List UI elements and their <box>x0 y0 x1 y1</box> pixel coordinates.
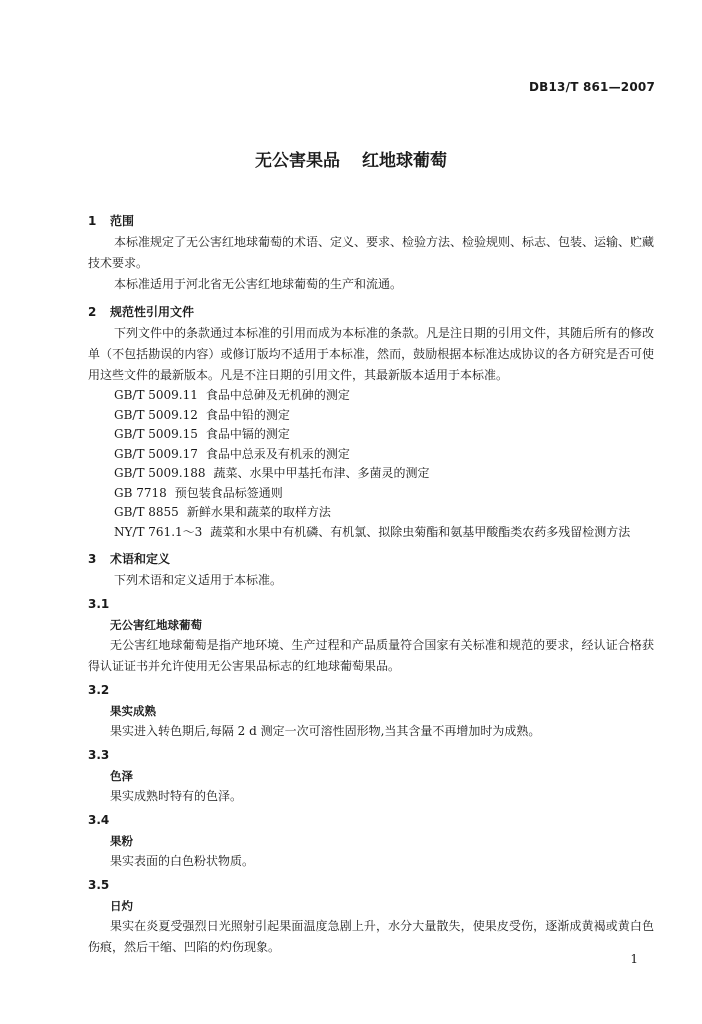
section-heading-terms-definitions <box>88 548 654 570</box>
term-definition: 果实进入转色期后,每隔 2 d 测定一次可溶性固形物,当其含量不再增加时为成熟。 <box>110 724 541 738</box>
paragraph: 本标准适用于河北省无公害红地球葡萄的生产和流通。 <box>114 277 403 291</box>
reference-item <box>88 406 654 426</box>
reference-code: GB/T 5009.188 <box>114 466 206 480</box>
section-title: 术语和定义 <box>110 552 171 566</box>
section-number: 2 <box>88 305 97 319</box>
reference-name: 食品中镉的测定 <box>205 427 290 441</box>
term-definition: 果实在炎夏受强烈日光照射引起果面温度急剧上升，水分大量散失，使果皮受伤，逐渐成黄褐或黄白色伤痕，然后干缩、凹陷的灼伤现象。 <box>88 919 654 954</box>
reference-name: 食品中总砷及无机砷的测定 <box>205 388 350 402</box>
term-definition: 果实成熟时特有的色泽。 <box>110 789 243 803</box>
document-body <box>88 204 654 958</box>
term-name: 日灼 <box>110 899 133 913</box>
reference-code: GB 7718 <box>114 485 167 500</box>
standard-code: DB13/T 861—2007 <box>529 80 655 94</box>
section-number: 1 <box>88 214 97 228</box>
title-part-2: 红地球葡萄 <box>362 151 447 171</box>
paragraph: 下列文件中的条款通过本标准的引用而成为本标准的条款。凡是注日期的引用文件，其随后所有的修改单（不包括勘误的内容）或修订版均不适用于本标准，然而，鼓励根据本标准达成协议的各方研究是否可使用这些文件的最新版本。凡是不注日期的引用文件，其最新版本适用于本标准。 <box>88 326 655 382</box>
term-definition: 无公害红地球葡萄是指产地环境、生产过程和产品质量符合国家有关标准和规范的要求，经认证合格获得认证证书并允许使用无公害果品标志的红地球葡萄果品。 <box>88 638 654 673</box>
paragraph: 本标准规定了无公害红地球葡萄的术语、定义、要求、检验方法、检验规则、标志、包装、运输、贮藏技术要求。 <box>88 235 655 270</box>
section-heading-normative-references <box>88 301 654 323</box>
section-title: 规范性引用文件 <box>110 305 195 319</box>
term-number: 3.2 <box>88 683 110 697</box>
reference-name: 食品中铅的测定 <box>205 407 290 422</box>
paragraph: 下列术语和定义适用于本标准。 <box>114 573 283 587</box>
reference-name: 蔬菜和水果中有机磷、有机氯、拟除虫菊酯和氨基甲酸酯类农药多残留检测方法 <box>210 524 631 539</box>
reference-code: GB/T 5009.12 <box>114 407 198 422</box>
section-title: 范围 <box>110 214 135 228</box>
reference-item <box>88 503 654 523</box>
reference-name: 蔬菜、水果中甲基托布津、多菌灵的测定 <box>213 466 430 480</box>
term-number: 3.4 <box>88 813 110 827</box>
term-number: 3.1 <box>88 597 110 611</box>
reference-item <box>88 425 654 445</box>
page-number: 1 <box>630 952 638 966</box>
reference-code: NY/T 761.1～3 <box>114 524 203 539</box>
reference-code: GB/T 5009.15 <box>114 427 198 441</box>
reference-item <box>88 484 654 504</box>
section-number: 3 <box>88 552 97 566</box>
reference-code: GB/T 5009.11 <box>114 388 198 402</box>
term-number: 3.3 <box>88 748 110 762</box>
reference-item <box>88 386 654 406</box>
term-name: 无公害红地球葡萄 <box>110 618 202 632</box>
document-title <box>0 146 702 171</box>
reference-code: GB/T 8855 <box>114 505 179 519</box>
reference-name: 新鲜水果和蔬菜的取样方法 <box>186 505 331 519</box>
reference-item <box>88 464 654 484</box>
term-name: 果实成熟 <box>110 704 156 718</box>
reference-item <box>88 523 654 543</box>
term-name: 果粉 <box>110 834 133 848</box>
section-heading-scope <box>88 210 654 232</box>
term-name: 色泽 <box>110 769 133 783</box>
term-definition: 果实表面的白色粉状物质。 <box>110 854 255 868</box>
reference-name: 预包装食品标签通则 <box>174 485 283 500</box>
term-number: 3.5 <box>88 878 110 892</box>
title-part-1: 无公害果品 <box>255 151 340 171</box>
reference-item <box>88 445 654 465</box>
reference-code: GB/T 5009.17 <box>114 446 198 461</box>
reference-name: 食品中总汞及有机汞的测定 <box>205 446 350 461</box>
